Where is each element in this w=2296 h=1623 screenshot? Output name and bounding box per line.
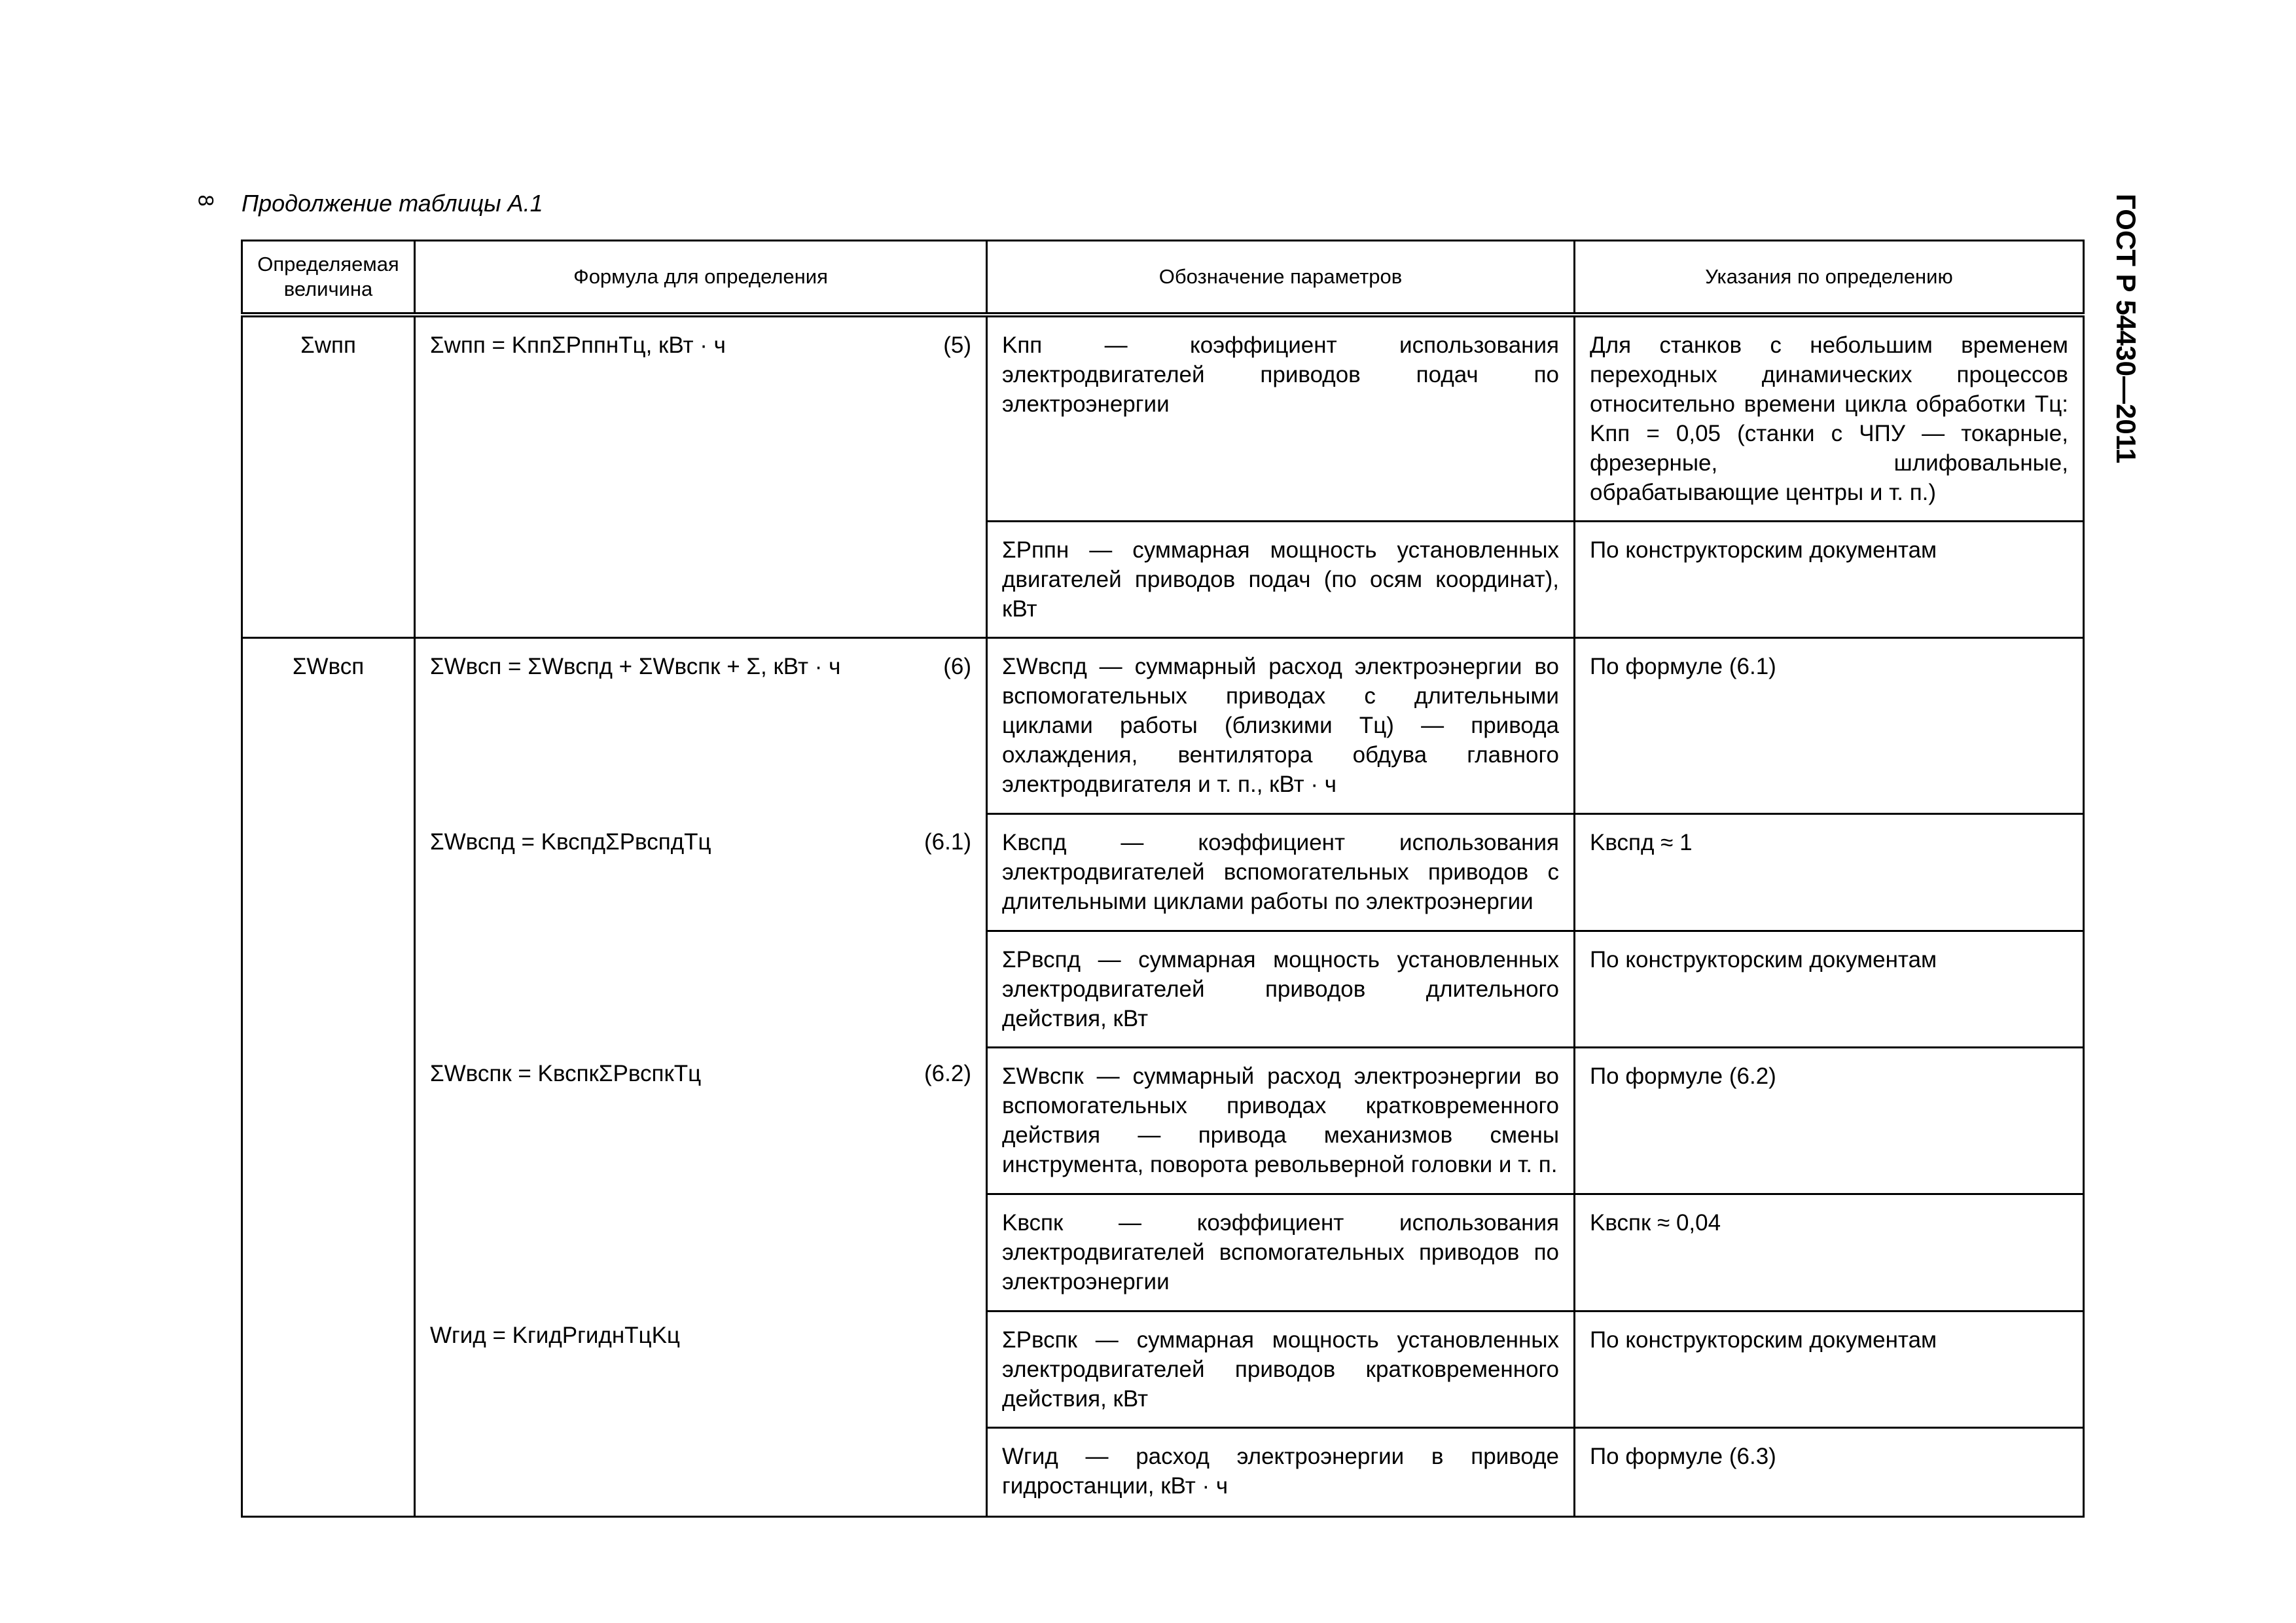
formula-line [430,827,971,857]
parameter-cell: ΣWвспд — суммарный расход электроэнергии во вспомогательных приводах с длительными циклами работы (близкими Tц) — привода охлаждения, вентилятора обдува главного электродвигателя и т. п., кВт · ч [987,638,1575,814]
table-row [242,638,2084,814]
formula-text: Σwпп = KппΣPппнTц, кВт · ч [430,332,726,358]
page-number: 8 [194,194,218,207]
formula-text: ΣWвспк = KвспкΣPвспкTц [430,1061,702,1086]
instruction-cell: По формуле (6.3) [1575,1428,2084,1517]
formula-block [430,652,971,1503]
formula-line [430,1321,971,1350]
formula-cell [415,315,987,638]
parameter-cell: ΣWвспк — суммарный расход электроэнергии во вспомогательных приводах кратковременного действия — привода механизмов смены инструмента, поворота револьверной головки и т. п. [987,1048,1575,1194]
instruction-cell: Для станков с небольшим временем переходных динамических процессов относительно времени цикла обработки Tц: Kпп = 0,05 (станки с ЧПУ — токарные, фрезерные, шлифовальные, обрабатывающие центры и т. п.) [1575,315,2084,522]
table-row [242,315,2084,522]
instruction-cell: По конструкторским документам [1575,522,2084,638]
formula-text: ΣWвспд = KвспдΣPвспдTц [430,829,711,855]
parameter-cell: Kвспд — коэффициент использования электродвигателей вспомогательных приводов с длительными циклами работы по электроэнергии [987,814,1575,931]
parameter-cell: ΣPвспд — суммарная мощность установленных электродвигателей приводов длительного действия, кВт [987,931,1575,1048]
parameter-cell: Wгид — расход электроэнергии в приводе гидростанции, кВт · ч [987,1428,1575,1517]
formula-text: ΣWвсп = ΣWвспд + ΣWвспк + Σ, кВт · ч [430,654,841,679]
instruction-cell: Kвспк ≈ 0,04 [1575,1194,2084,1311]
quantity-cell: ΣWвсп [242,638,415,1517]
formula-number: (5) [943,332,971,358]
instruction-cell: По формуле (6.1) [1575,638,2084,814]
formula-number: (6.2) [924,1061,971,1086]
instruction-cell: Kвспд ≈ 1 [1575,814,2084,931]
column-header-parameters: Обозначение параметров [987,241,1575,315]
column-header-quantity: Определяемая величина [242,241,415,315]
formula-line [430,652,971,681]
parameter-cell: Kпп — коэффициент использования электродвигателей приводов подач по электроэнергии [987,315,1575,522]
formula-text: Wгид = KгидPгиднTцKц [430,1323,680,1348]
table-caption: Продолжение таблицы А.1 [242,190,543,217]
parameter-cell: ΣPппн — суммарная мощность установленных двигателей приводов подач (по осям координат), кВт [987,522,1575,638]
formula-line [430,1059,971,1088]
formula-line [430,330,971,360]
quantity-cell: Σwпп [242,315,415,638]
instruction-cell: По конструкторским документам [1575,931,2084,1048]
instruction-cell: По формуле (6.2) [1575,1048,2084,1194]
parameters-table [241,240,2085,1518]
parameter-cell: ΣPвспк — суммарная мощность установленных электродвигателей приводов кратковременного действия, кВт [987,1311,1575,1428]
instruction-cell: По конструкторским документам [1575,1311,2084,1428]
formula-number: (6.1) [924,829,971,855]
standard-title: ГОСТ Р 54430—2011 [2111,194,2142,464]
table-header-row [242,241,2084,315]
column-header-instructions: Указания по определению [1575,241,2084,315]
parameter-cell: Kвспк — коэффициент использования электродвигателей вспомогательных приводов по электроэнергии [987,1194,1575,1311]
column-header-formula: Формула для определения [415,241,987,315]
formula-cell [415,638,987,1517]
formula-number: (6) [943,654,971,679]
